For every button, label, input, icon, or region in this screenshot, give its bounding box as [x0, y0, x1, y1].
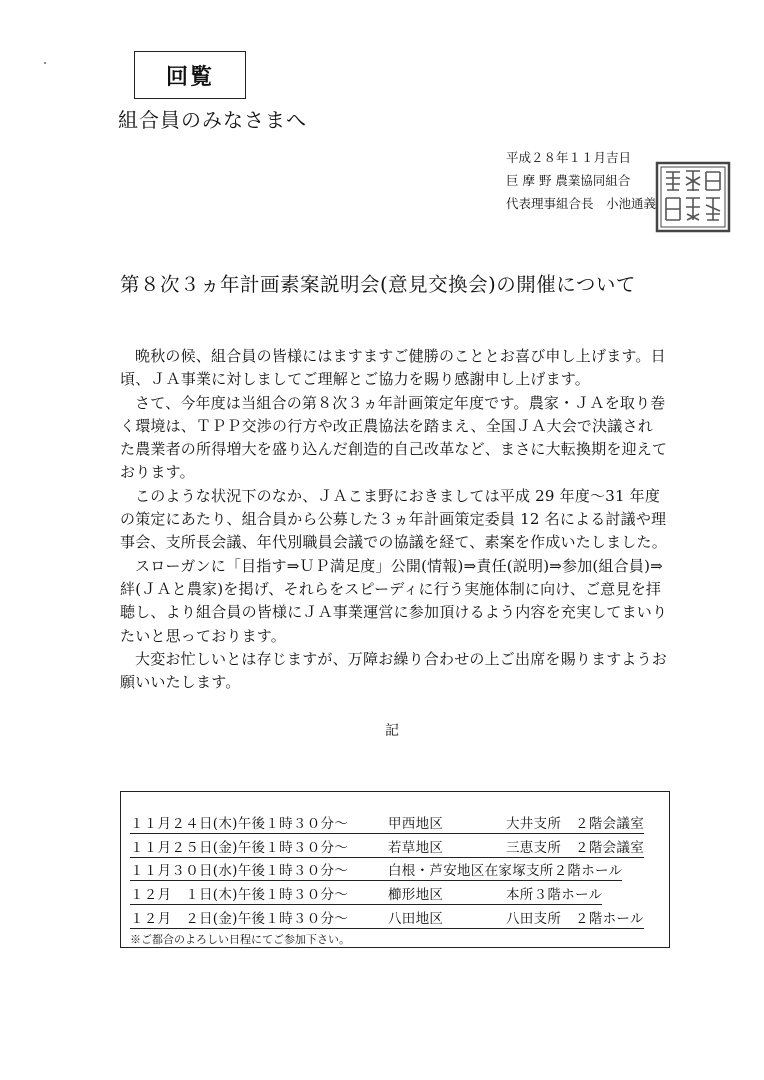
- schedule-area: 白根・芦安地区在家塚支所２階ホール: [388, 863, 623, 879]
- schedule-row: [130, 859, 622, 881]
- body-paragraph: さて、今年度は当組合の第８次３ヵ年計画策定年度です。農家・ＪＡを取り巻く環境は、ＴＰＰ交渉の行方や改正農協法を踏まえ、全国ＪＡ大会で決議された農業者の所得増大を盛り込んだ創造的自己改革など、まさに大転換期を迎えております。: [120, 393, 668, 482]
- circulation-box: [134, 51, 246, 99]
- schedule-area: 甲西地区: [388, 816, 444, 832]
- scan-speck: [44, 62, 46, 64]
- schedule-venue: 大井支所 ２階会議室: [506, 816, 644, 832]
- body-paragraph: スローガンに「目指す⇒ＵＰ満足度」公開(情報)⇒責任(説明)⇒参加(組合員)⇒絆(ＪＡと農家)を掲げ、それらをスピーディに行う実施体制に向け、ご意見を拝聴し、より組合員の皆様にＪＡ事業運営に参加頂けるよう内容を充実してまいりたいと思っております。: [120, 556, 668, 645]
- schedule-area: 八田地区: [388, 911, 444, 927]
- schedule-venue: 八田支所 ２階ホール: [506, 911, 644, 927]
- schedule-note: ※ご都合のよろしい日程にてご参加下さい。: [130, 933, 350, 946]
- schedule-box: [120, 791, 670, 948]
- organization-name: 巨 摩 野 農業協同組合: [506, 173, 631, 188]
- ki-mark: 記: [385, 723, 399, 739]
- official-seal: [654, 160, 732, 234]
- schedule-row: [130, 836, 644, 858]
- schedule-row: [130, 907, 644, 929]
- schedule-datetime: １１月３０日(水)午後１時３０分～: [130, 863, 349, 879]
- schedule-row: [130, 883, 602, 905]
- schedule-venue: 三恵支所 ２階会議室: [506, 840, 644, 856]
- document-title: 第８次３ヵ年計画素案説明会(意見交換会)の開催について: [120, 273, 636, 296]
- issue-date: 平成２８年１１月吉日: [506, 150, 632, 165]
- schedule-datetime: １２月 １日(木)午後１時３０分～: [130, 887, 349, 903]
- schedule-datetime: １１月２４日(木)午後１時３０分～: [130, 816, 349, 832]
- schedule-area: 若草地区: [388, 840, 444, 856]
- sender-block: [506, 146, 656, 215]
- representative-name: 代表理事組合長 小池通義: [506, 196, 657, 211]
- circulation-label: 回覧: [165, 63, 214, 90]
- body-paragraph: このような状況下のなか、ＪＡこま野におきましては平成 29 年度～31 年度の策定にあたり、組合員から公募した３ヵ年計画策定委員 12 名による討議や理事会、支所長会議、年代別職員会議での協議を経て、素案を作成いたしました。: [120, 486, 667, 552]
- schedule-venue: 本所３階ホール: [506, 887, 603, 903]
- addressee: 組合員のみなさまへ: [118, 108, 307, 132]
- schedule-area: 櫛形地区: [388, 887, 444, 903]
- schedule-row: [130, 812, 644, 834]
- body-paragraph: 大変お忙しいとは存じますが、万障お繰り合わせの上ご出席を賜りますようお願いいたします。: [120, 649, 668, 692]
- schedule-datetime: １２月 ２日(金)午後１時３０分～: [130, 911, 349, 927]
- schedule-datetime: １１月２５日(金)午後１時３０分～: [130, 840, 349, 856]
- body-paragraph: 晩秋の候、組合員の皆様にはますますご健勝のこととお喜び申し上げます。日頃、ＪＡ事業に対しましてご理解とご協力を賜り感謝申し上げます。: [120, 347, 666, 389]
- body-text: [120, 345, 668, 694]
